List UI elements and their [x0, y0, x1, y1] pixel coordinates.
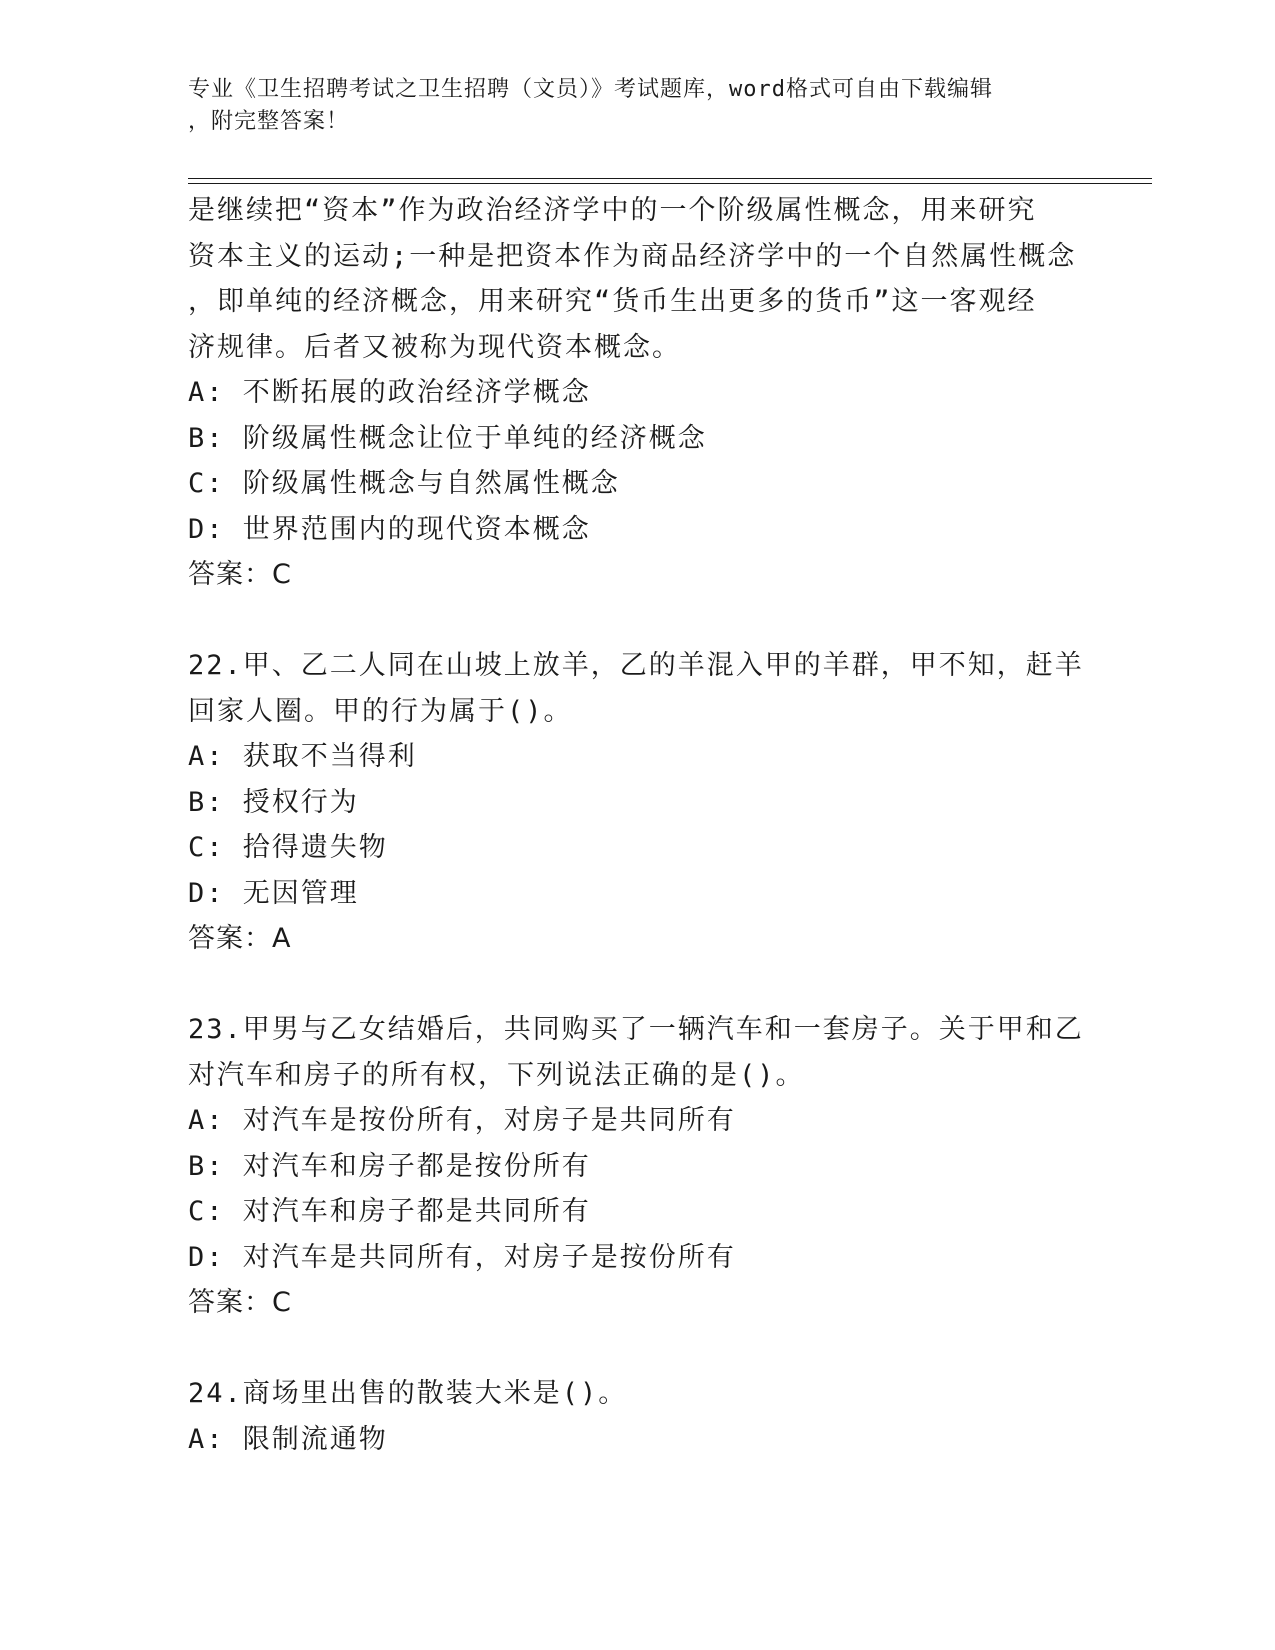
- option-d: D: 对汽车是共同所有，对房子是按份所有: [188, 1241, 736, 1273]
- option-d: D: 无因管理: [188, 877, 359, 909]
- question-stem-line: 22.甲、乙二人同在山坡上放羊，乙的羊混入甲的羊群，甲不知，赶羊: [188, 650, 1084, 681]
- spacer: [188, 1326, 1088, 1372]
- question-stem-line: 对汽车和房子的所有权，下列说法正确的是()。: [188, 1059, 805, 1091]
- question-24: [188, 1371, 1088, 1462]
- question-22: [188, 643, 1088, 962]
- option-c: C: 对汽车和房子都是共同所有: [188, 1196, 591, 1227]
- question-stem-line: 是继续把“资本”作为政治经济学中的一个阶级属性概念，用来研究: [188, 195, 1037, 226]
- option-d: D: 世界范围内的现代资本概念: [188, 513, 591, 545]
- header-line-2: ，附完整答案！: [188, 109, 350, 134]
- spacer: [188, 962, 1088, 1008]
- question-stem-line: 资本主义的运动;一种是把资本作为商品经济学中的一个自然属性概念: [188, 240, 1077, 272]
- option-c: C: 阶级属性概念与自然属性概念: [188, 468, 620, 499]
- spacer: [188, 598, 1088, 644]
- question-stem-line: 回家人圈。甲的行为属于()。: [188, 695, 573, 727]
- option-a: A: 获取不当得利: [188, 741, 417, 772]
- question-stem-line: 济规律。后者又被称为现代资本概念。: [188, 331, 681, 363]
- option-c: C: 拾得遗失物: [188, 832, 388, 863]
- header-line-1: 专业《卫生招聘考试之卫生招聘（文员）》考试题库，word格式可自由下载编辑: [188, 77, 993, 102]
- question-stem-line: ，即单纯的经济概念，用来研究“货币生出更多的货币”这一客观经: [188, 286, 1037, 317]
- answer-line: 答案：C: [188, 559, 292, 590]
- option-b: B: 阶级属性概念让位于单纯的经济概念: [188, 422, 707, 454]
- option-a: A: 限制流通物: [188, 1423, 388, 1455]
- question-stem-line: 23.甲男与乙女结婚后，共同购买了一辆汽车和一套房子。关于甲和乙: [188, 1014, 1084, 1045]
- header-divider-top: [188, 178, 1152, 179]
- answer-line: 答案：A: [188, 923, 292, 954]
- document-header: [188, 74, 1088, 138]
- header-divider-bottom: [188, 183, 1152, 184]
- option-b: B: 授权行为: [188, 786, 359, 818]
- option-b: B: 对汽车和房子都是按份所有: [188, 1150, 591, 1182]
- answer-line: 答案：C: [188, 1287, 292, 1318]
- question-21: [188, 188, 1088, 598]
- option-a: A: 不断拓展的政治经济学概念: [188, 377, 591, 408]
- question-stem-line: 24.商场里出售的散装大米是()。: [188, 1378, 628, 1409]
- question-23: [188, 1007, 1088, 1326]
- option-a: A: 对汽车是按份所有，对房子是共同所有: [188, 1105, 736, 1136]
- question-list: [188, 188, 1088, 1462]
